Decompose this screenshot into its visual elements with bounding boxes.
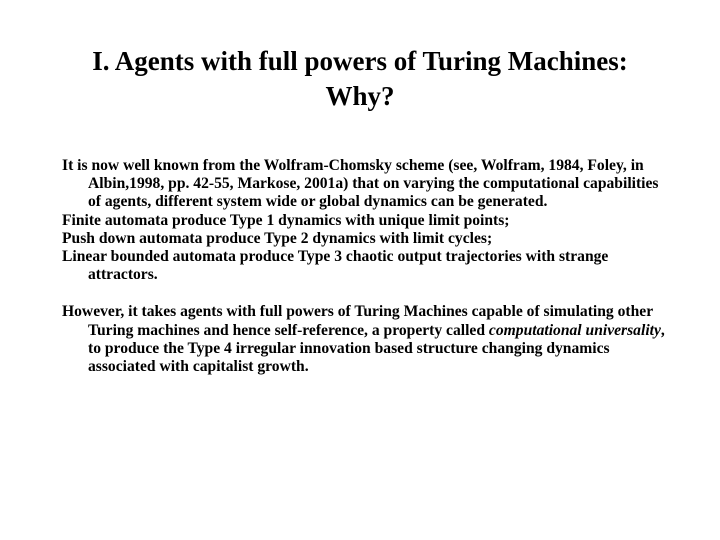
- paragraph-turing-text-start: However, it takes agents with full powers of Turing Machines capable of simulating other Turing machines and hence self-reference, a property called: [62, 303, 653, 339]
- paragraph-wolfram-chomsky: It is now well known from the Wolfram-Chomsky scheme (see, Wolfram, 1984, Foley, in Albin,1998, pp. 42-55, Markose, 2001a) that on varying the computational capabilities of agents, different system wide or global dynamics can be generated.: [62, 157, 659, 211]
- paragraph-linear-bounded-automata: Linear bounded automata produce Type 3 chaotic output trajectories with strange attractors.: [62, 248, 609, 284]
- paragraph-finite-automata: Finite automata produce Type 1 dynamics with unique limit points;: [62, 211, 510, 229]
- paragraph-push-down-automata: Push down automata produce Type 2 dynamics with limit cycles;: [62, 229, 493, 247]
- slide-body: [62, 157, 672, 376]
- slide-title: [40, 44, 680, 114]
- slide-title-line-1: I. Agents with full powers of Turing Machines:: [92, 46, 628, 76]
- paragraph-turing-machines: [62, 303, 672, 376]
- paragraph-turing-text-end: , to produce the Type 4 irregular innovation based structure changing dynamics associated with capitalist growth.: [88, 321, 665, 376]
- slide-title-line-2: Why?: [325, 81, 395, 111]
- computational-universality-term: computational universality: [488, 321, 661, 339]
